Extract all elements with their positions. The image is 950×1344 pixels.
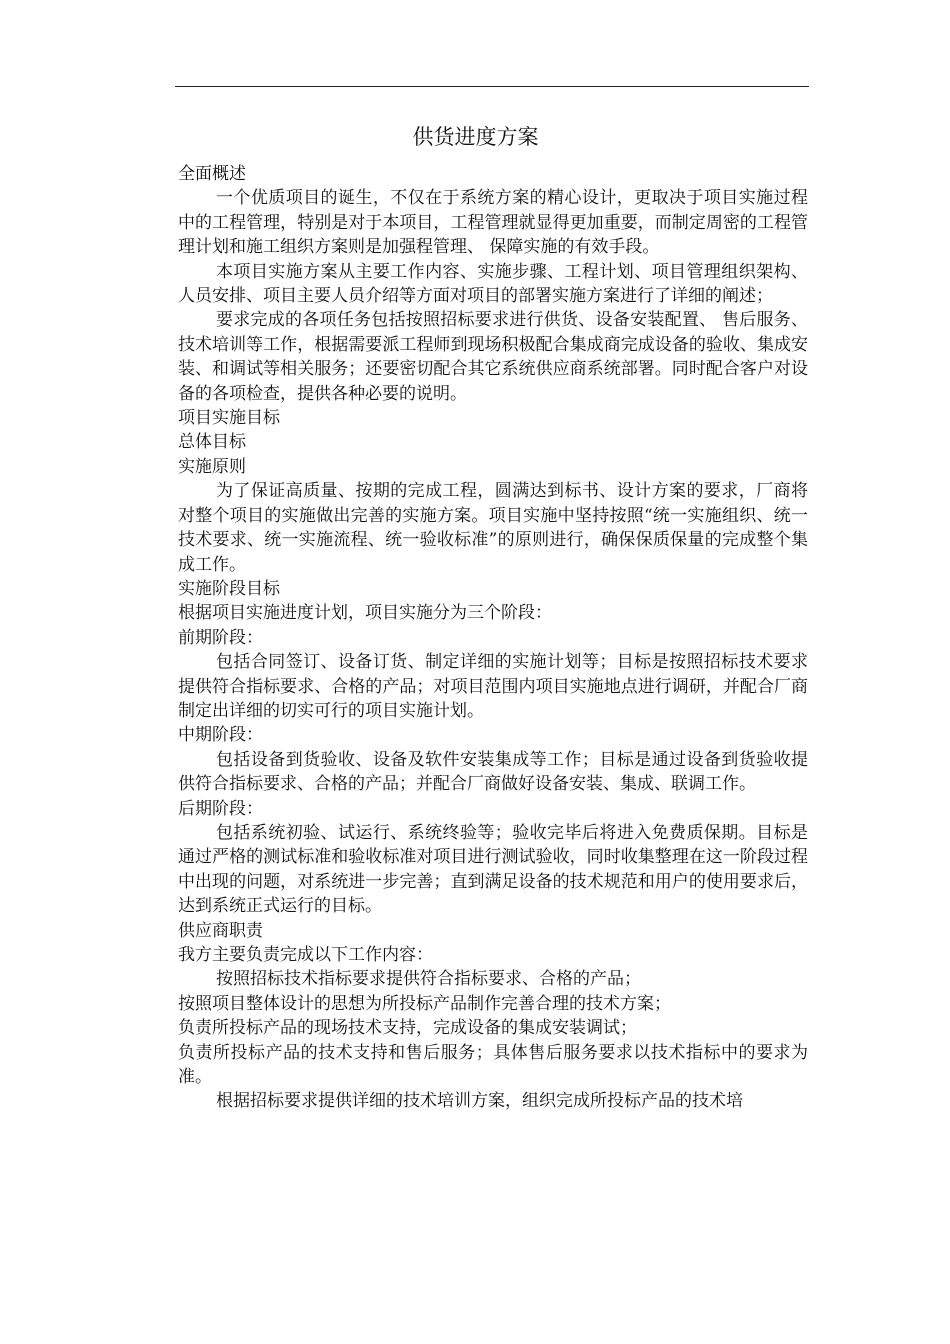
document-body — [178, 162, 808, 1114]
section-heading: 全面概述 — [178, 164, 246, 184]
paragraph: 按照项目整体设计的思想为所投标产品制作完善合理的技术方案； — [178, 993, 671, 1014]
header-rule — [175, 86, 809, 87]
section-heading: 实施阶段目标 — [178, 578, 280, 599]
paragraph: 包括系统初验、试运行、系统终验等；验收完毕后将进入免费质保期。目标是通过严格的测试标准和验收标准对项目进行测试验收，同时收集整理在这一阶段过程中出现的问题，对系统进一步完善；直到满足设备的技术规范和用户的使用要求后，达到系统正式运行的目标。 — [178, 822, 808, 917]
paragraph: 我方主要负责完成以下工作内容： — [178, 945, 433, 965]
paragraph: 按照招标技术指标要求提供符合指标要求、合格的产品； — [216, 969, 641, 990]
paragraph: 负责所投标产品的技术支持和售后服务；具体售后服务要求以技术指标中的要求为准。 — [178, 1042, 808, 1088]
paragraph: 包括设备到货验收、设备及软件安装集成等工作；目标是通过设备到货验收提供符合指标要求、合格的产品；并配合厂商做好设备安装、集成、联调工作。 — [178, 749, 808, 795]
paragraph: 为了保证高质量、按期的完成工程，圆满达到标书、设计方案的要求，厂商将对整个项目的实施做出完善的实施方案。项目实施中坚持按照“统一实施组织、统一技术要求、统一实施流程、统一验收标准”的原则进行，确保保质保量的完成整个集成工作。 — [178, 481, 808, 575]
section-heading: 实施原则 — [178, 456, 246, 477]
paragraph: 根据招标要求提供详细的技术培训方案，组织完成所投标产品的技术培 — [216, 1091, 743, 1112]
paragraph: 根据项目实施进度计划，项目实施分为三个阶段： — [178, 603, 552, 624]
document-title: 供货进度方案 — [412, 125, 539, 149]
paragraph: 要求完成的各项任务包括按照招标要求进行供货、设备安装配置、 售后服务、技术培训等工作，根据需要派工程师到现场积极配合集成商完成设备的验收、集成安装、和调试等相关服务；还要密切配合其它系统供应商系统部署。同时配合客户对设备的各项检查，提供各种必要的说明。 — [178, 310, 808, 404]
section-heading: 供应商职责 — [178, 920, 263, 941]
paragraph: 负责所投标产品的现场技术支持，完成设备的集成安装调试； — [178, 1018, 637, 1039]
section-heading: 后期阶段： — [178, 798, 263, 819]
paragraph: 包括合同签订、设备订货、制定详细的实施计划等；目标是按照招标技术要求提供符合指标要求、合格的产品；对项目范围内项目实施地点进行调研，并配合厂商制定出详细的切实可行的项目实施计划。 — [178, 652, 808, 721]
section-heading: 前期阶段： — [178, 627, 263, 648]
section-heading: 中期阶段： — [178, 725, 263, 746]
paragraph: 一个优质项目的诞生，不仅在于系统方案的精心设计，更取决于项目实施过程中的工程管理，特别是对于本项目，工程管理就显得更加重要，而制定周密的工程管理计划和施工组织方案则是加强程管理、 保障实施的有效手段。 — [178, 188, 808, 258]
section-heading: 项目实施目标 — [178, 408, 280, 429]
paragraph: 本项目实施方案从主要工作内容、实施步骤、工程计划、项目管理组织架构、人员安排、项目主要人员介绍等方面对项目的部署实施方案进行了详细的阐述； — [178, 261, 808, 307]
section-heading: 总体目标 — [178, 432, 246, 453]
